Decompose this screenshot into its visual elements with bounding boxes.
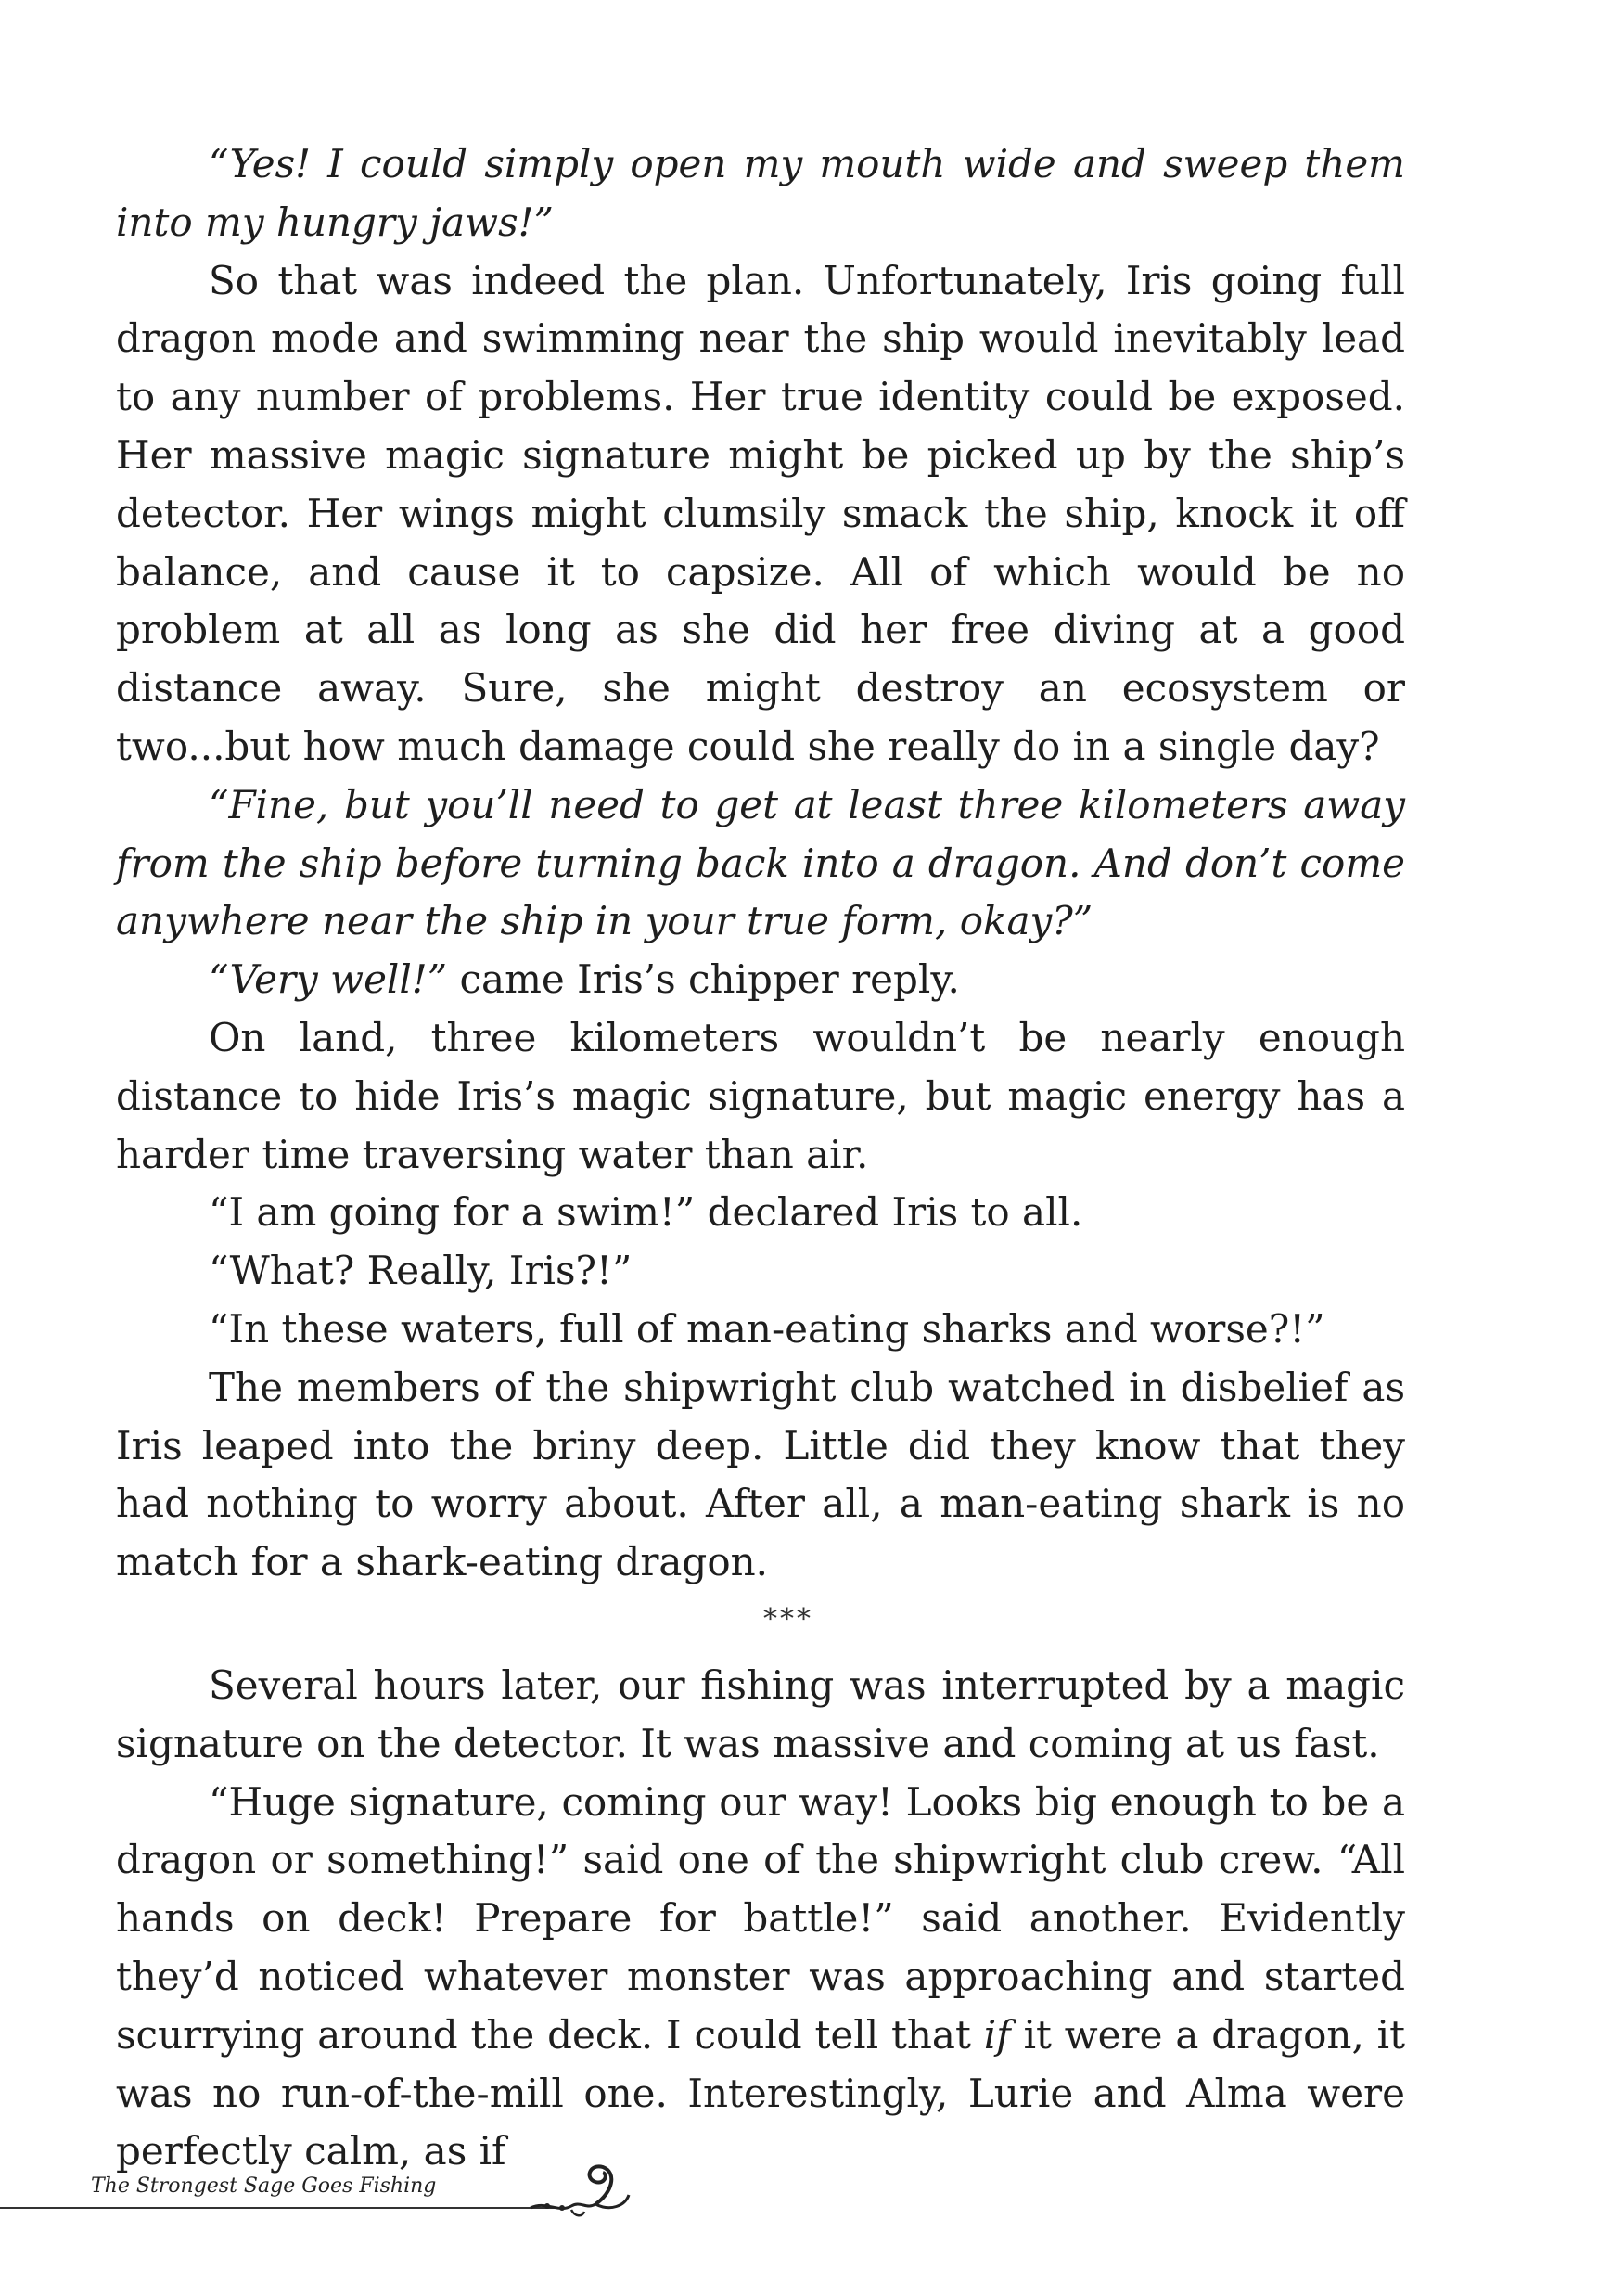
paragraph <box>116 1184 1405 1242</box>
text-before-break <box>116 135 1405 1592</box>
italic-text: if <box>983 2011 1011 2058</box>
paragraph <box>116 1774 1405 2182</box>
text-span: “In these waters, full of man-eating sharks and worse?!” <box>209 1305 1325 1352</box>
body-text <box>116 135 1405 2181</box>
paragraph <box>116 1657 1405 1774</box>
text-span: On land, three kilometers wouldn’t be nearly enough distance to hide Iris’s magic signature, but magic energy has a harder time traversing water than air. <box>116 1014 1405 1177</box>
footer-rule <box>0 2207 556 2209</box>
paragraph <box>116 135 1405 252</box>
italic-text: “Fine, but you’ll need to get at least three kilometers away from the ship before turning back into a dragon. And don’t come anywhere near the ship in your true form, okay?” <box>116 781 1405 944</box>
text-span: The members of the shipwright club watched in disbelief as Iris leaped into the briny deep. Little did they know that they had nothing to worry about. After all, a man-eating shark is no match for a shark-eating dragon. <box>116 1364 1405 1585</box>
text-after-break <box>116 1657 1405 2181</box>
text-span: “What? Really, Iris?!” <box>209 1248 633 1294</box>
paragraph <box>116 1359 1405 1592</box>
paragraph <box>116 1242 1405 1301</box>
text-span: So that was indeed the plan. Unfortunately, Iris going full dragon mode and swimming near the ship would inevitably lead to any number of problems. Her true identity could be exposed. Her massive magic signature might be picked up by the ship’s detector. Her wings might clumsily smack the ship, knock it off balance, and cause it to capsize. All of which would be no problem at all as long as she did her free diving at a good distance away. Sure, she might destroy an ecosystem or two...but how much damage could she really do in a single day? <box>116 257 1405 769</box>
scene-break: *** <box>763 1602 813 1635</box>
paragraph <box>116 1301 1405 1359</box>
running-footer-title: The Strongest Sage Goes Fishing <box>91 2174 437 2198</box>
flourish-ornament-icon <box>529 2160 635 2220</box>
paragraph <box>116 951 1405 1009</box>
paragraph <box>116 252 1405 776</box>
text-span: “Huge signature, coming our way! Looks big enough to be a dragon or something!” said one of the shipwright club crew. “All hands on deck! Prepare for battle!” said another. Evidently they’d noticed whatever monster was approaching and started scurrying around the deck. I could tell that <box>116 1778 1405 2058</box>
text-span: Several hours later, our fishing was interrupted by a magic signature on the detector. It was massive and coming at us fast. <box>116 1661 1405 1766</box>
italic-text: “Yes! I could simply open my mouth wide and sweep them into my hungry jaws!” <box>116 141 1405 245</box>
text-span: “I am going for a swim!” declared Iris to all. <box>209 1189 1083 1236</box>
text-span: it were a dragon, it was no run-of-the-mill one. Interestingly, Lurie and Alma were perfectly calm, as if <box>116 2011 1405 2174</box>
italic-text: “Very well!” <box>209 956 448 1003</box>
paragraph <box>116 1009 1405 1184</box>
paragraph <box>116 776 1405 951</box>
text-span: came Iris’s chipper reply. <box>447 956 960 1003</box>
